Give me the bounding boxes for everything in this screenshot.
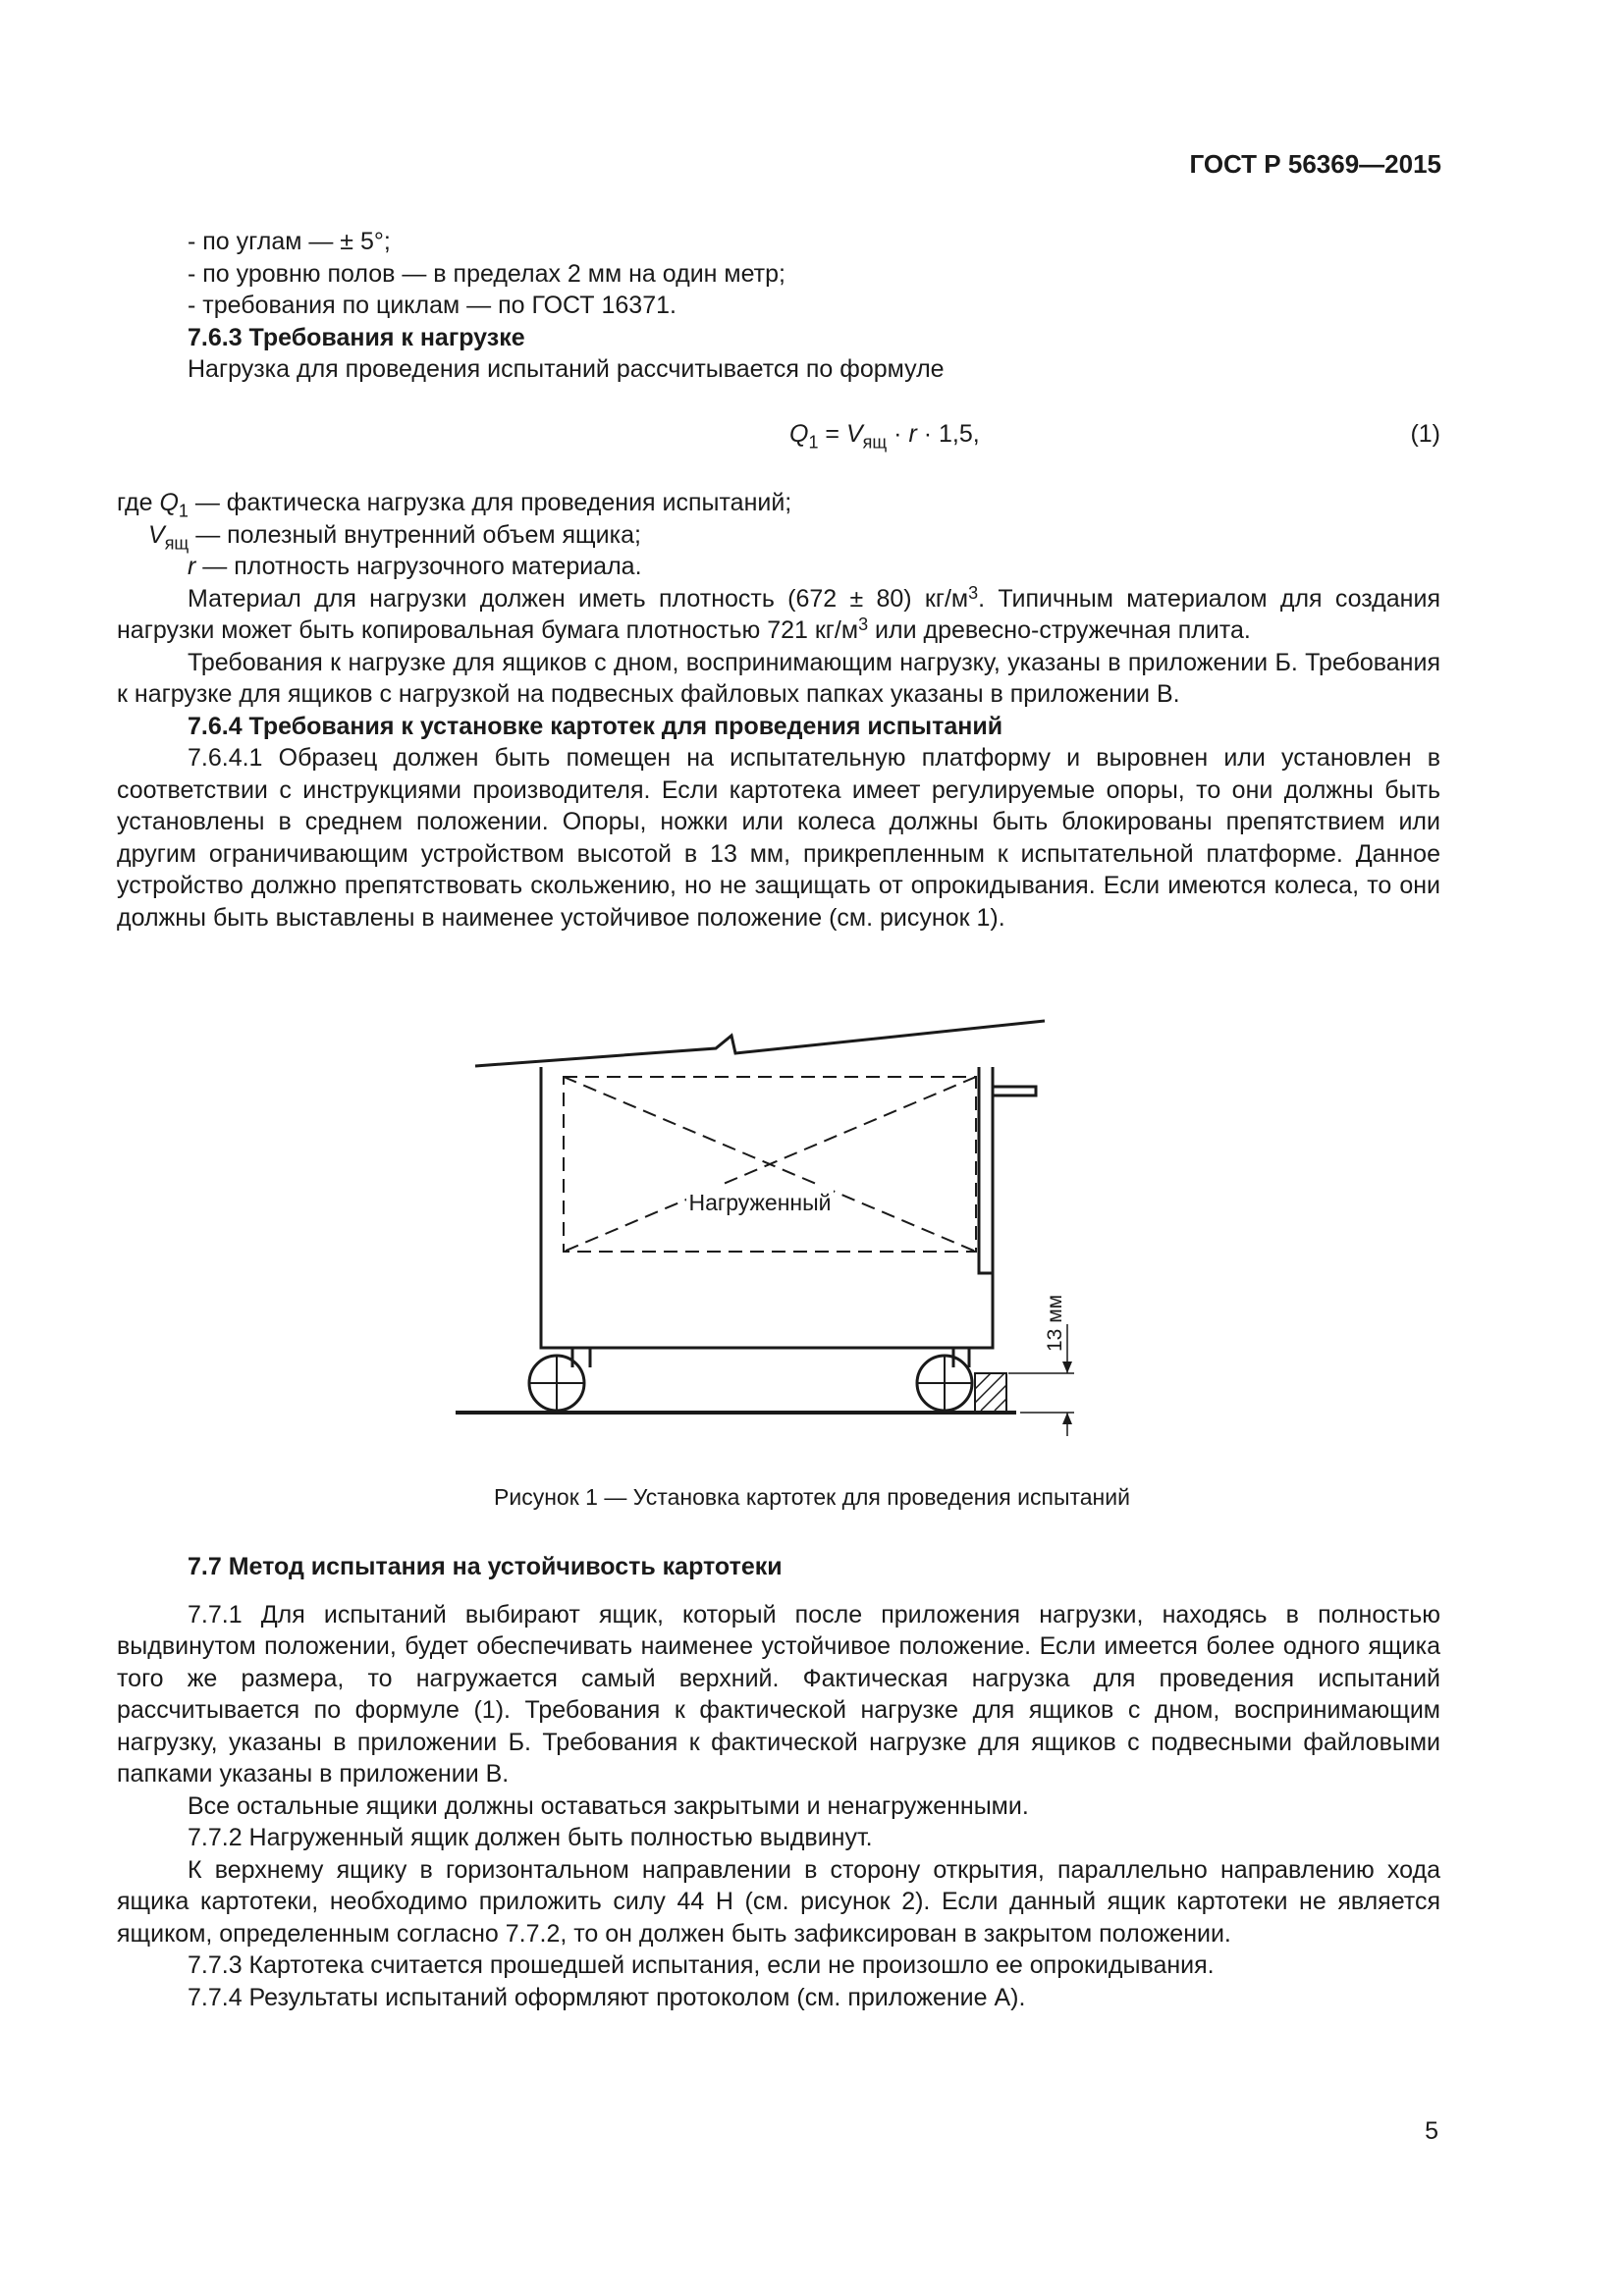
section-heading-77: 7.7 Метод испытания на устойчивость картотеки: [188, 1553, 783, 1580]
symbol-definition: $V_{ящ}$ — полезный внутренний объем ящика;: [148, 520, 641, 553]
paragraph: 7.7.3 Картотека считается прошедшей испытания, если не произошло ее опрокидывания.: [188, 1951, 1215, 1979]
document-number-header: ГОСТ Р 56369—2015: [1189, 149, 1441, 179]
dimension-label: 13 мм: [1044, 1294, 1066, 1352]
list-item: - по углам — ± 5°;: [188, 228, 391, 255]
figure-1: [451, 1006, 1099, 1445]
paragraph: 7.7.2 Нагруженный ящик должен быть полностью выдвинут.: [188, 1824, 873, 1851]
section-heading-763: 7.6.3 Требования к нагрузке: [188, 323, 525, 351]
cabinet-diagram: [451, 1006, 1099, 1438]
load-label: Нагруженный: [688, 1190, 832, 1215]
requirements-list: [117, 226, 1440, 386]
drawer-handle: [993, 1087, 1036, 1095]
paragraph: 7.7.1 Для испытаний выбирают ящик, который после приложения нагрузки, находясь в полностью выдвинутом положении, будет обеспечивать наименее устойчивое положение. Если имеется более одного ящика того же размера, то нагружается самый верхний. Фактическая нагрузка для проведения испытаний рассчитывается по формуле (1). Требования к фактической нагрузке для ящиков с дном, воспринимающим нагрузку, указаны в приложении Б. Требования к фактической нагрузке для ящиков с подвесными файловыми папками указаны в приложении В.: [117, 1600, 1440, 1788]
paragraph: 7.7.4 Результаты испытаний оформляют протоколом (см. приложение А).: [188, 1983, 1026, 2011]
list-item: - требования по циклам — по ГОСТ 16371.: [188, 292, 677, 319]
paragraph: Требования к нагрузке для ящиков с дном, воспринимающим нагрузку, указаны в приложении Б. Требования к нагрузке для ящиков с нагрузкой на подвесных файловых папках указаны в приложении В.: [117, 648, 1440, 708]
section-77: [117, 1551, 1440, 2013]
paragraph: 7.6.4.1 Образец должен быть помещен на испытательную платформу и выровнен или установлен в соответствии с инструкциями производителя. Если картотека имеет регулируемые опоры, то они должны быть установлены в среднем положении. Опоры, ножки или колеса должны быть блокированы препятствием или другим ограничивающим устройством высотой в 13 мм, прикрепленным к испытательной платформе. Данное устройство должно препятствовать скольжению, но не защищать от опрокидывания. Если имеются колеса, то они должны быть выставлены в наименее устойчивое положение (см. рисунок 1).: [117, 744, 1440, 932]
formula-expression: $Q_1 = V_{ящ} \cdot r \cdot 1,5$,: [789, 420, 980, 453]
paragraph: Материал для нагрузки должен иметь плотность (672 ± 80) $кг/м^3$. Типичным материалом для создания нагрузки может быть копировальная бумага плотностью 721 $кг/м^3$ или древесно-стружечная плита.: [117, 582, 1440, 644]
cabinet-top-line: [475, 1021, 1045, 1066]
formula-1: [117, 420, 1440, 459]
list-item: - по уровню полов — в пределах 2 мм на один метр;: [188, 259, 785, 288]
page-number: 5: [1425, 2117, 1438, 2145]
formula-explanation: [117, 487, 1440, 934]
section-heading-764: 7.6.4 Требования к установке картотек для проведения испытаний: [188, 712, 1003, 740]
paragraph: Все остальные ящики должны оставаться закрытыми и ненагруженными.: [188, 1791, 1029, 1820]
symbol-definition: r — плотность нагрузочного материала.: [188, 553, 642, 580]
front-panel: [979, 1067, 993, 1273]
figure-caption: Рисунок 1 — Установка картотек для проведения испытаний: [494, 1484, 1130, 1510]
formula-number: (1): [1410, 420, 1440, 448]
loaded-drawer-cross: [564, 1077, 976, 1252]
stop-block: [975, 1373, 1006, 1413]
paragraph: Нагрузка для проведения испытаний рассчитывается по формуле: [188, 355, 945, 383]
dimension-extension: [1008, 1373, 1074, 1413]
symbol-definition: где $Q_1$ — фактическа нагрузка для проведения испытаний;: [117, 489, 792, 521]
paragraph: К верхнему ящику в горизонтальном направлении в сторону открытия, параллельно направлению хода ящика картотеки, необходимо приложить силу 44 Н (см. рисунок 2). Если данный ящик картотеки не является ящиком, определенным согласно 7.7.2, то он должен быть зафиксирован в закрытом положении.: [117, 1855, 1440, 1948]
cabinet-legs: [572, 1348, 969, 1367]
